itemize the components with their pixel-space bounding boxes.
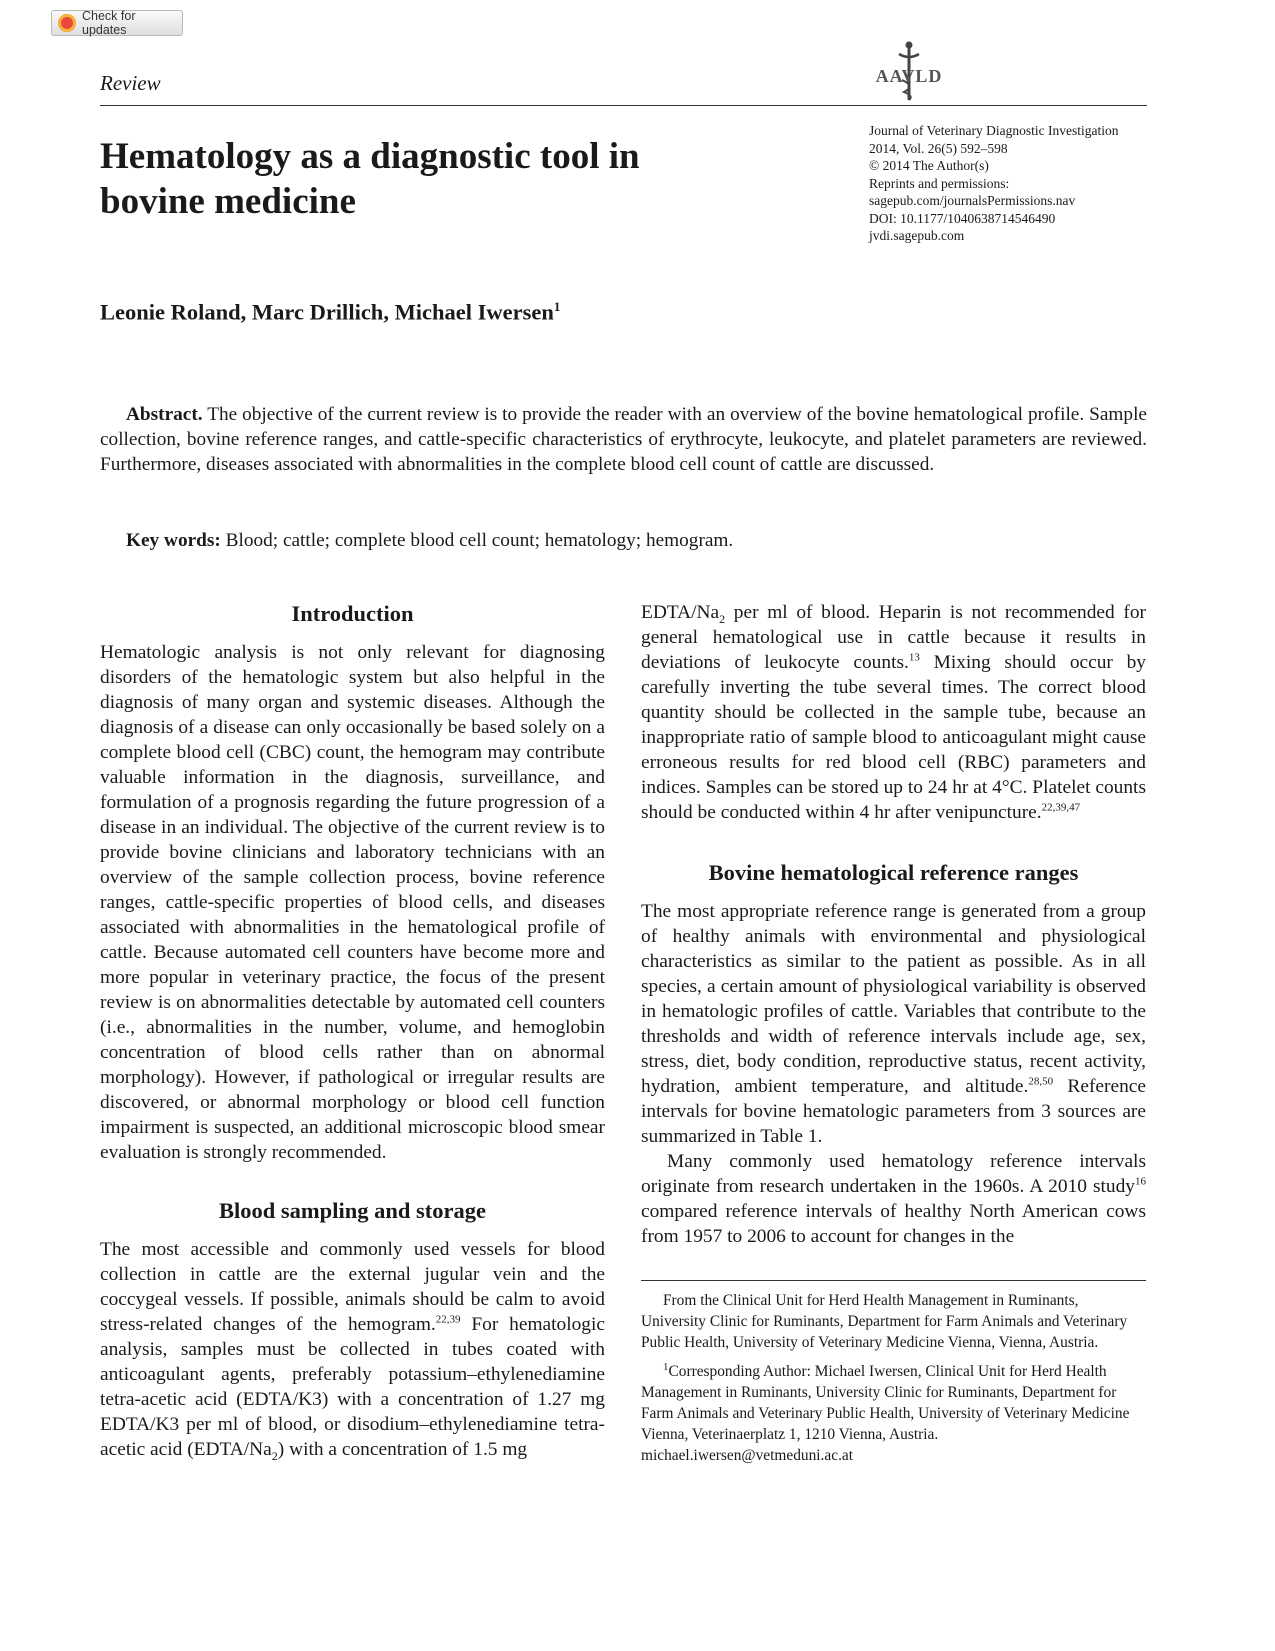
subscript: 2 — [719, 611, 726, 626]
citation-ref[interactable]: 22,39 — [435, 1313, 461, 1326]
check-for-updates-button[interactable] — [51, 10, 183, 36]
keywords — [126, 530, 733, 552]
corresponding-author-note — [641, 1361, 1146, 1445]
introduction-paragraph: Hematologic analysis is not only relevant for diagnosing disorders of the hematologic system but also helpful in the diagnosis of many organ and systemic diseases. Although the diagnosis of a disease can only occasionally be based solely on a complete blood cell (CBC) count, the hemogram may contribute valuable information in the diagnosis, surveillance, and formulation of a prognosis regarding the future progression of a disease in an individual. The objective of the current review is to provide bovine clinicians and laboratory technicians with an overview of the sample collection process, bovine reference ranges, cattle-specific properties of blood cells, and diseases associated with abnormalities in the hematological profile of cattle. Because automated cell counters have become more and more popular in veterinary practice, the focus of the present review is on abnormalities detectable by automated cell counters (i.e., abnormalities in the number, volume, and hemoglobin concentration of blood cells rather than on abnormal morphology). However, if pathological or irregular results are discovered, or abnormal morphology or blood cell function impairment is suspected, an additional microscopic blood smear evaluation is strongly recommended. — [100, 642, 605, 1163]
check-for-updates-label: Check for updates — [82, 9, 136, 37]
journal-copyright: © 2014 The Author(s) — [869, 158, 989, 173]
email-link[interactable]: michael.iwersen@vetmeduni.ac.at — [641, 1447, 854, 1464]
crossmark-icon — [58, 14, 76, 32]
affiliation-note: From the Clinical Unit for Herd Health Management in Ruminants, University Clinic for Ruminants, Department for Farm Animals and Veterinary Public Health, University of Veterinary Medicine Vienna, Vienna, Austria. — [641, 1292, 1128, 1351]
continued-paragraph — [641, 600, 1146, 825]
continued-text-3: Mixing should occur by carefully inverting the tube several times. The correct blood quantity should be collected in the sample tube, because an inappropriate ratio of sample blood to anticoagulant might cause erroneous results for red blood cell (RBC) parameters and indices. Samples can be stored up to 24 hr at 4°C. Platelet counts should be conducted within 4 hr after venipuncture. — [641, 652, 1146, 823]
reference-paragraph-1 — [641, 899, 1146, 1149]
journal-info — [869, 122, 1149, 245]
left-column — [100, 600, 605, 1462]
reference-paragraph-2 — [641, 1149, 1146, 1249]
corresponding-text: Corresponding Author: Michael Iwersen, Clinical Unit for Herd Health Management in Ruminants, University Clinic for Ruminants, Department for Farm Animals and Veterinary Public Health, University of Veterinary Medicine Vienna, Veterinaerplatz 1, 1210 Vienna, Austria. — [641, 1363, 1130, 1443]
citation-ref[interactable]: 22,39,47 — [1041, 801, 1081, 814]
continued-text-1: EDTA/Na — [641, 602, 720, 623]
subscript: 2 — [271, 1448, 278, 1463]
abstract-label: Abstract. — [126, 404, 203, 425]
abstract — [100, 402, 1147, 477]
doi-link[interactable]: DOI: 10.1177/1040638714546490 — [869, 210, 1056, 226]
aavld-logo — [869, 40, 949, 102]
journal-reprints: Reprints and permissions: — [869, 175, 1010, 191]
sampling-paragraph — [100, 1237, 605, 1462]
journal-site-link[interactable]: jvdi.sagepub.com — [869, 228, 965, 243]
article-type-label: Review — [100, 71, 161, 95]
citation-ref[interactable]: 28,50 — [1028, 1075, 1054, 1088]
author-affiliation-marker: 1 — [553, 299, 561, 314]
reference-text-1a: The most appropriate reference range is generated from a group of healthy animals with environmental and physiological characteristics as similar to the patient as possible. As in all species, a certain amount of physiological variability is observed in hematologic profiles of cattle. Variables that contribute to the thresholds and width of reference intervals include age, sex, stress, diet, body condition, reproductive status, recent activity, hydration, ambient temperature, and altitude. — [641, 901, 1146, 1097]
keywords-label: Key words: — [126, 530, 221, 551]
sampling-heading: Blood sampling and storage — [219, 1198, 486, 1223]
keywords-text: Blood; cattle; complete blood cell count; hematology; hemogram. — [225, 530, 734, 551]
introduction-heading: Introduction — [291, 601, 414, 626]
footnotes — [641, 1290, 1146, 1466]
right-column — [641, 600, 1146, 1249]
permissions-link[interactable]: sagepub.com/journalsPermissions.nav — [869, 193, 1076, 208]
continued-text-2: per ml of blood. Heparin is not recommended for general hematological use in cattle because it results in deviations of leukocyte counts. — [641, 602, 1146, 673]
citation-ref[interactable]: 16 — [1135, 1175, 1146, 1188]
journal-name: Journal of Veterinary Diagnostic Investigation — [869, 123, 1119, 138]
author-list — [100, 299, 560, 326]
citation-ref[interactable]: 13 — [908, 651, 920, 664]
reference-ranges-heading: Bovine hematological reference ranges — [708, 860, 1079, 885]
header-divider — [100, 105, 1147, 106]
title-line-1: Hematology as a diagnostic tool in — [100, 136, 640, 177]
article-title — [100, 134, 740, 224]
footnote-divider — [641, 1280, 1146, 1281]
reference-text-2a: Many commonly used hematology reference intervals originate from research undertaken in the 1960s. A 2010 study — [641, 1151, 1146, 1197]
sampling-text-3: ) with a concentration of 1.5 mg — [277, 1439, 528, 1460]
reference-text-2b: compared reference intervals of healthy North American cows from 1957 to 2006 to account for changes in the — [641, 1201, 1146, 1247]
abstract-text: The objective of the current review is to provide the reader with an overview of the bovine hematological profile. Sample collection, bovine reference ranges, and cattle-specific characteristics of erythrocyte, leukocyte, and platelet parameters are reviewed. Furthermore, diseases associated with abnormalities in the complete blood cell count of cattle are discussed. — [100, 404, 1147, 475]
journal-volume: 2014, Vol. 26(5) 592–598 — [869, 140, 1008, 156]
title-line-2: bovine medicine — [100, 181, 356, 222]
author-names: Leonie Roland, Marc Drillich, Michael Iwersen — [100, 299, 554, 325]
corresponding-marker: 1 — [663, 1360, 669, 1373]
sampling-text-2: For hematologic analysis, samples must be collected in tubes coated with anticoagulant agents, preferably potassium–ethylenediamine tetra-acetic acid (EDTA/K3) with a concentration of 1.27 mg EDTA/K3 per ml of blood, or disodium–ethylenediamine tetra-acetic acid (EDTA/Na — [100, 1314, 605, 1460]
sampling-text-1: The most accessible and commonly used vessels for blood collection in cattle are the external jugular vein and the coccygeal vessels. If possible, animals should be calm to avoid stress-related changes of the hemogram. — [100, 1239, 605, 1335]
reference-text-1b: Reference intervals for bovine hematologic parameters from 3 sources are summarized in Table 1. — [641, 1076, 1146, 1147]
logo-lettering: AAVLD — [875, 66, 943, 86]
